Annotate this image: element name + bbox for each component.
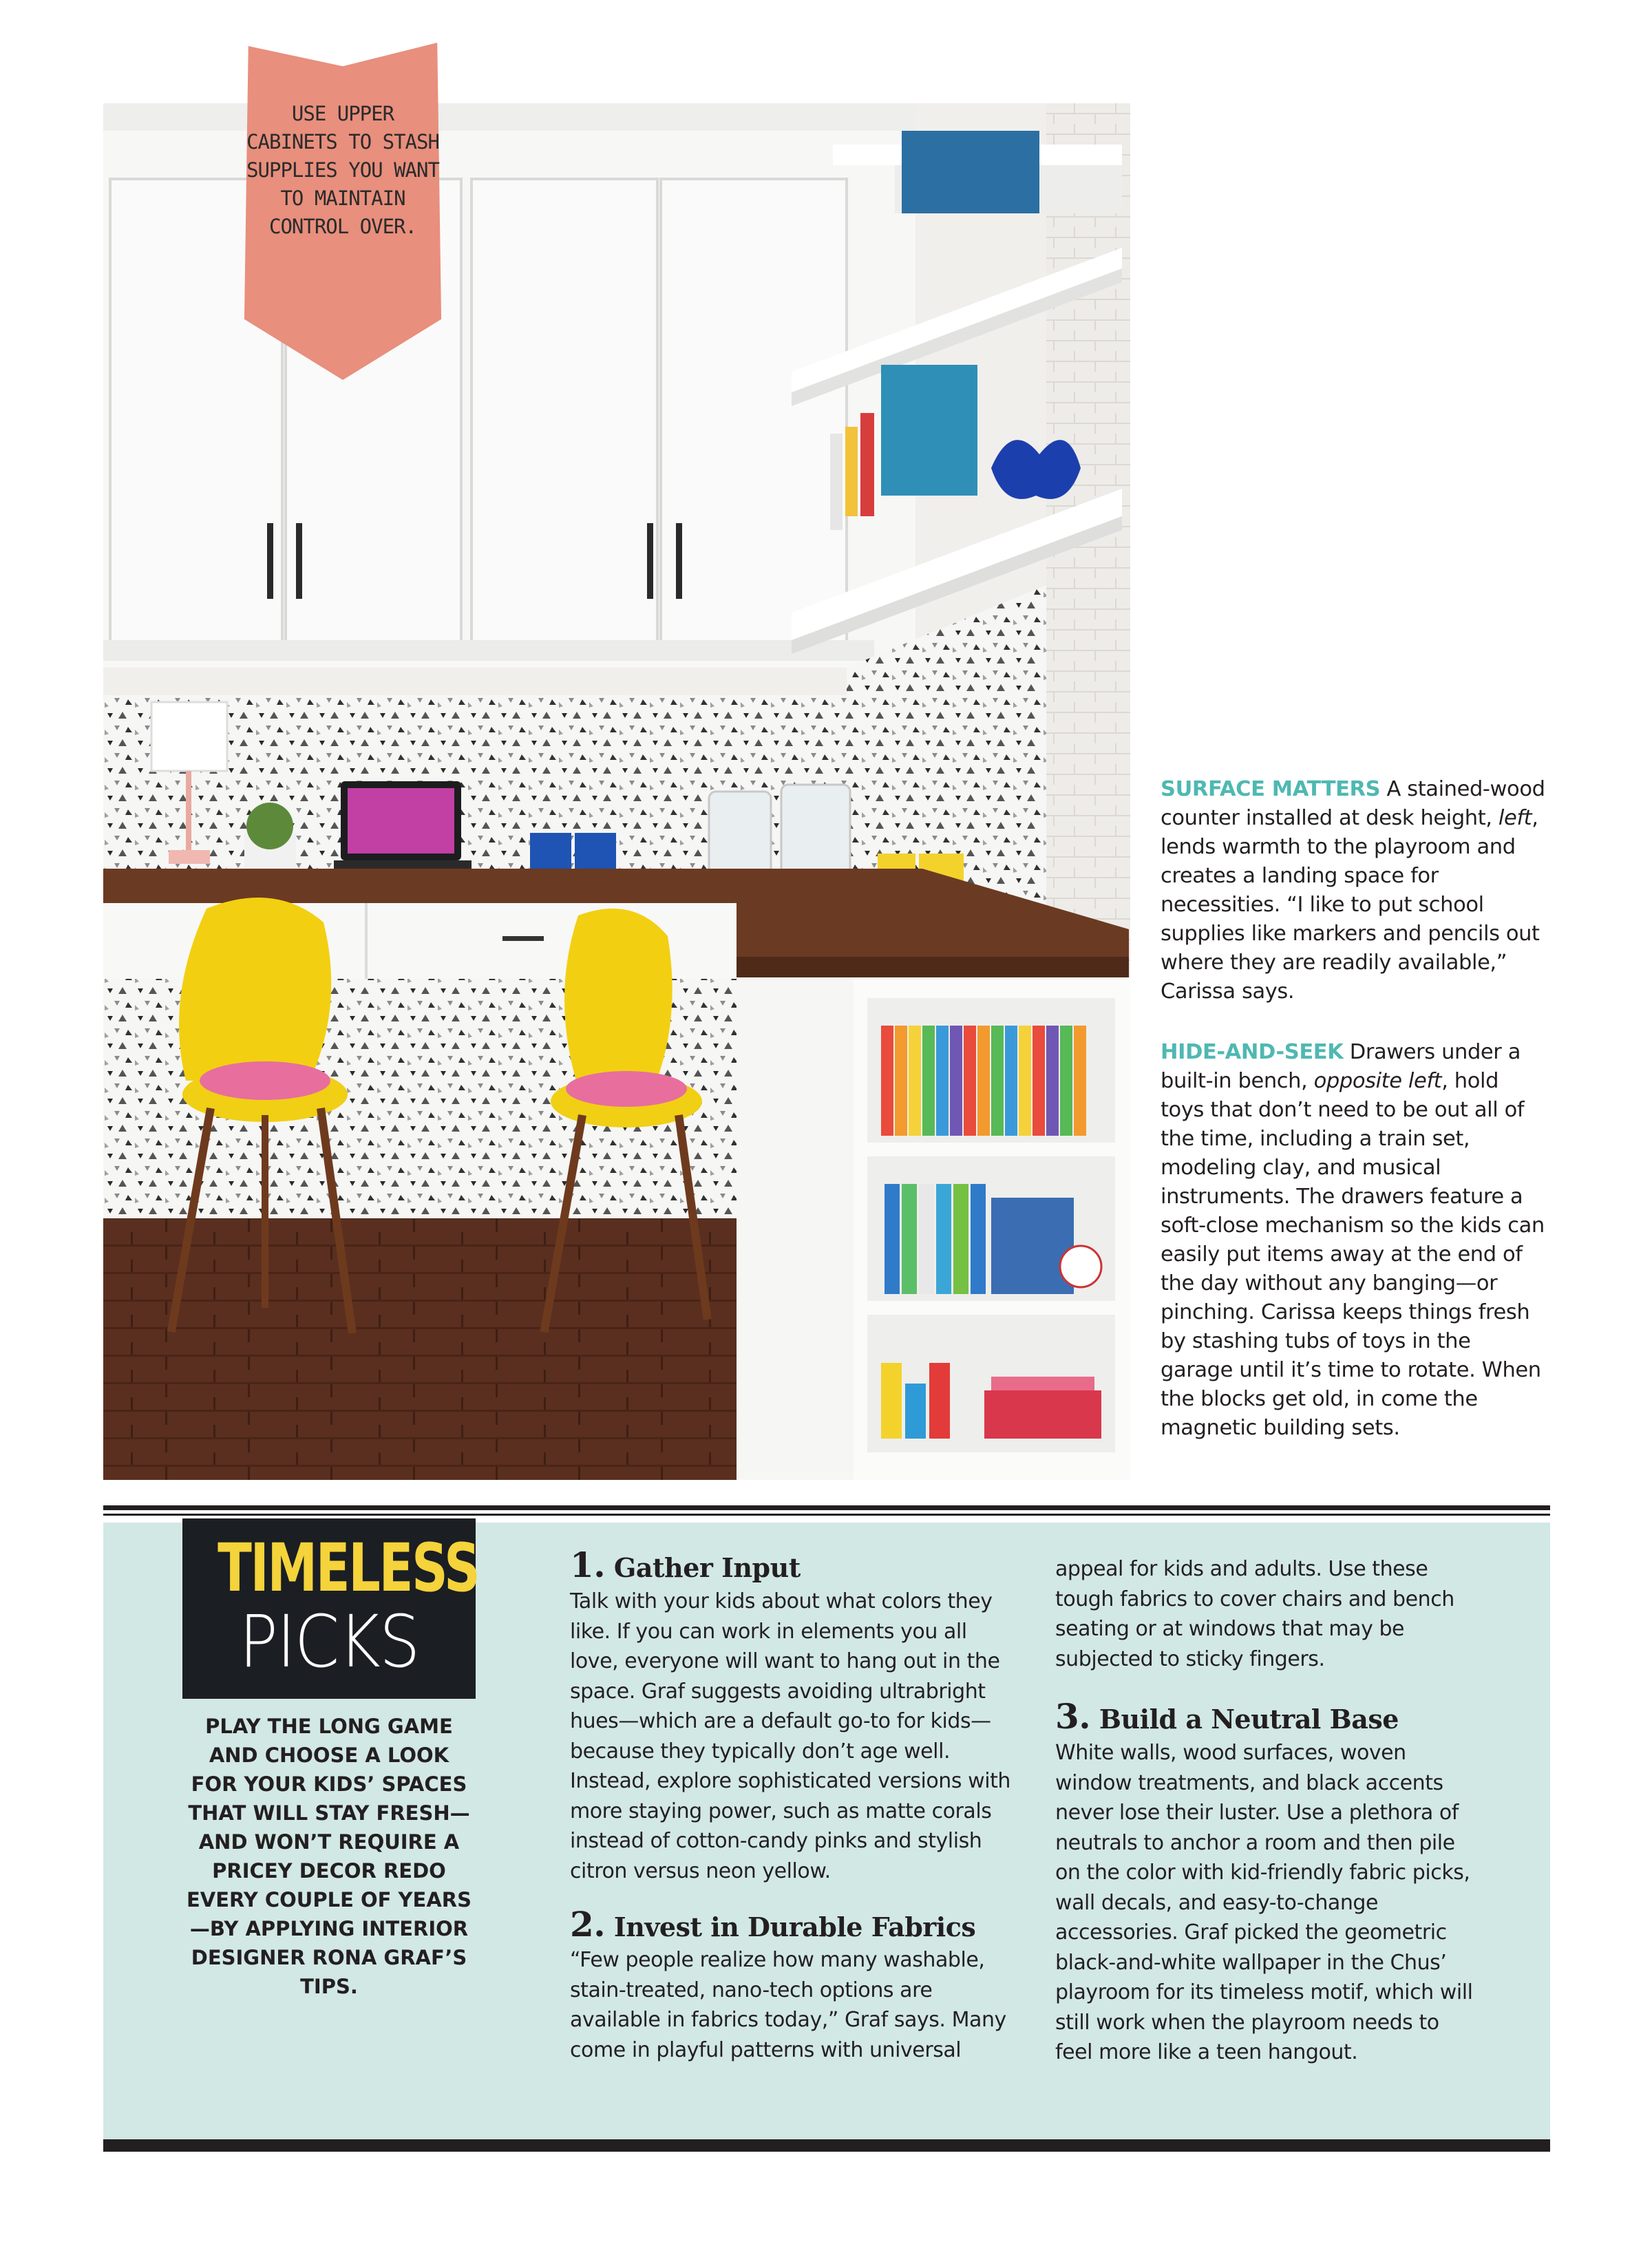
badge-title-line2: PICKS: [239, 1600, 419, 1684]
tip-title: Build a Neutral Base: [1090, 1704, 1399, 1735]
tip-heading-3: [1055, 1696, 1399, 1737]
caption-head: SURFACE MATTERS: [1161, 777, 1381, 801]
badge-title-line1: TIMELESS: [218, 1529, 479, 1607]
tip-body-2-continued: appeal for kids and adults. Use these tough fabrics to cover chairs and bench seating or at windows that may be subjected to sticky fingers.: [1055, 1557, 1454, 1671]
caption-head: HIDE-AND-SEEK: [1161, 1040, 1344, 1064]
tip-body-2: “Few people realize how many washable, stain-treated, nano-tech options are available in fabrics today,” Graf says. Many come in playful patterns with universal: [570, 1948, 1006, 2062]
tip-title: Gather Input: [605, 1552, 801, 1583]
panel-intro: PLAY THE LONG GAME AND CHOOSE A LOOK FOR YOUR KIDS’ SPACES THAT WILL STAY FRESH—AND WON’T REQUIRE A PRICEY DECOR REDO EVERY COUPLE OF YEARS—BY APPLYING INTERIOR DESIGNER RONA GRAF’S TIPS.: [186, 1715, 472, 1998]
tip-number: 2.: [570, 1904, 606, 1945]
divider-rule-thin: [103, 1514, 1550, 1516]
caption-surface-matters: [1161, 775, 1546, 1006]
divider-rule: [103, 1505, 1550, 1510]
bottom-bar: [103, 2139, 1550, 2152]
caption-emphasis: left: [1498, 806, 1532, 830]
caption-text: , lends warmth to the playroom and creates a landing space for necessities. “I like to put school supplies like markers and pencils out where they are readily available,” Carissa says.: [1161, 806, 1540, 1004]
caption-text: , hold toys that don’t need to be out all of the time, including a train set, modeling clay, and musical instruments. The drawers feature a soft-close mechanism so the kids can easily put items away at the end of the day without any banging—or pinching. Carissa keeps things fresh by stashing tubs of toys in the garage until it’s time to rotate. When the blocks get old, in come the magnetic building sets.: [1161, 1069, 1545, 1440]
tip-heading-1: [570, 1545, 801, 1585]
caption-text: A stained-wood counter installed at desk height,: [1161, 777, 1545, 830]
caption-hide-and-seek: [1161, 1038, 1546, 1443]
tip-number: 1.: [570, 1545, 606, 1585]
tip-body-3: White walls, wood surfaces, woven window treatments, and black accents never lose their luster. Use a plethora of neutrals to anchor a room and then pile on the color with kid-friendly fabric picks, wall decals, and easy-to-change accessories. Graf picked the geometric black-and-white wallpaper in the Chus’ playroom for its timeless motif, which will still work when the playroom needs to feel more like a teen hangout.: [1055, 1741, 1473, 2064]
tip-body-1: Talk with your kids about what colors they like. If you can work in elements you all love, everyone will want to hang out in the space. Graf suggests avoiding ultrabright hues—which are a default go-to for kids—because they typically don’t age well. Instead, explore sophisticated versions with more staying power, such as matte corals instead of cotton-candy pinks and stylish citron versus neon yellow.: [570, 1589, 1010, 1883]
tip-heading-2: [570, 1904, 976, 1945]
tip-title: Invest in Durable Fabrics: [605, 1911, 976, 1942]
tip-number: 3.: [1055, 1696, 1091, 1737]
caption-emphasis: opposite left: [1313, 1069, 1442, 1093]
callout-text: USE UPPER CABINETS TO STASH SUPPLIES YOU WANT TO MAINTAIN CONTROL OVER.: [246, 102, 439, 238]
caption-text: Drawers under a built-in bench,: [1161, 1040, 1521, 1093]
